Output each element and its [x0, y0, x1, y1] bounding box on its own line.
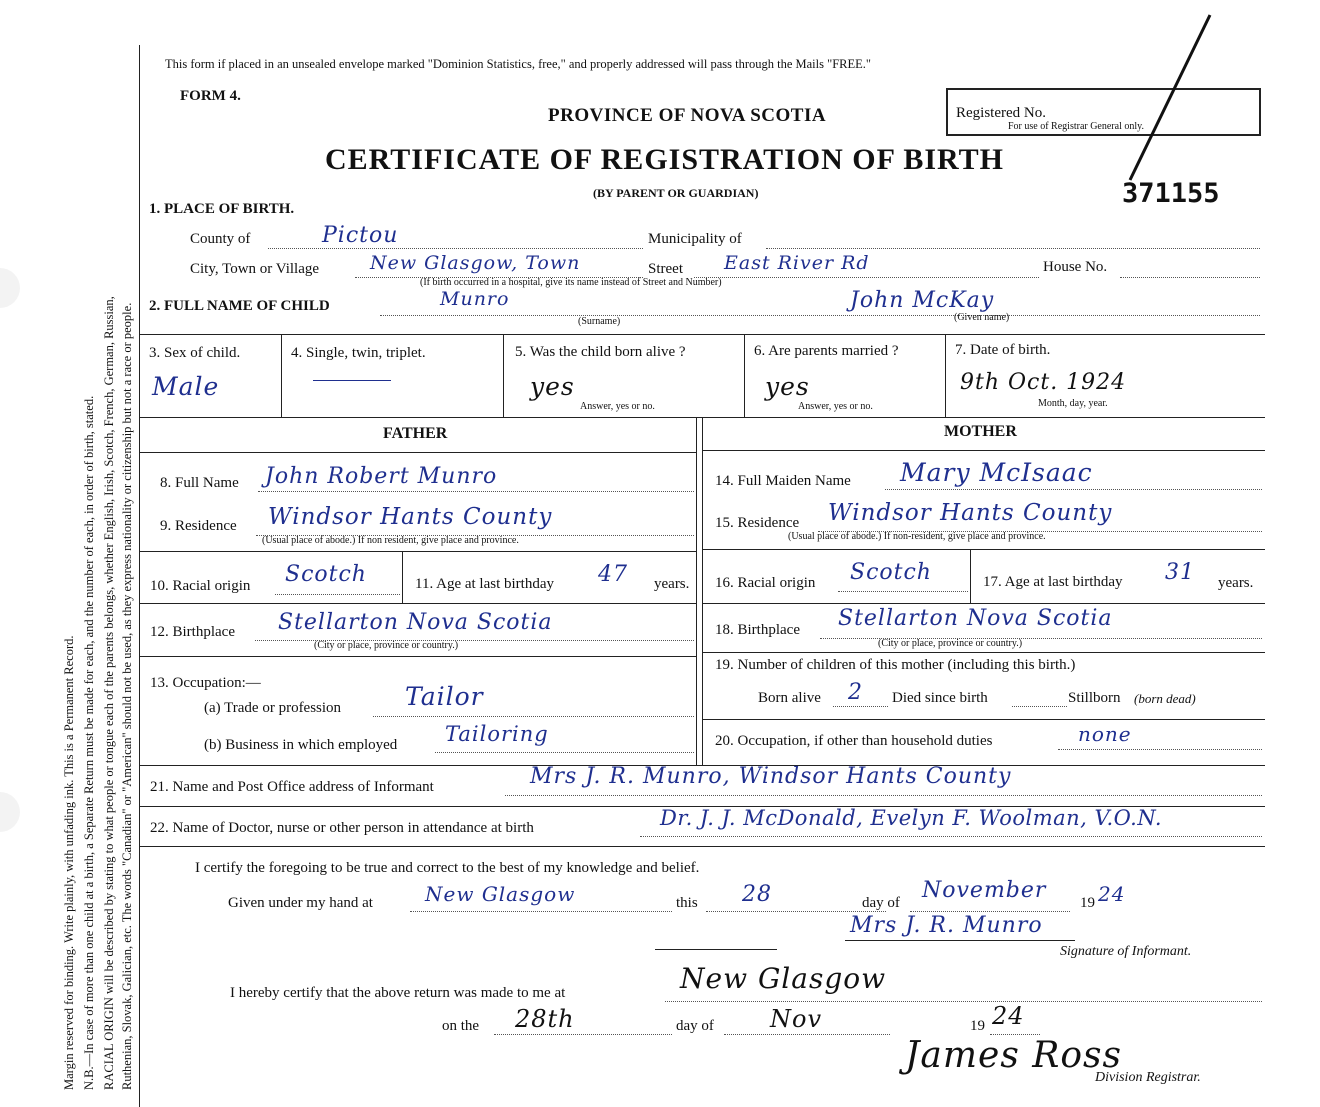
mother-racial-value: Scotch — [850, 560, 932, 585]
born-alive-count-value: 2 — [848, 680, 863, 705]
given-at-label: Given under my hand at — [228, 895, 373, 911]
mother-residence-label: 15. Residence — [715, 515, 800, 531]
father-age-unit: years. — [654, 576, 690, 592]
municipality-label: Municipality of — [648, 231, 742, 247]
child-given-value: John McKay — [850, 288, 995, 313]
father-racial-label: 10. Racial origin — [150, 578, 251, 594]
house-label: House No. — [1043, 259, 1108, 275]
margin-note-1: Margin reserved for binding. Write plainly, with unfading ink. This is a Permanent Record. — [62, 635, 76, 1090]
father-business-line — [435, 752, 694, 753]
rule — [140, 551, 696, 552]
mother-racial-line — [838, 591, 968, 592]
rule — [702, 450, 1265, 451]
street-line — [694, 277, 1039, 278]
father-age-label: 11. Age at last birthday — [415, 576, 554, 592]
mother-name-value: Mary McIsaac — [900, 458, 1093, 487]
died-line — [1012, 706, 1067, 707]
province-heading: PROVINCE OF NOVA SCOTIA — [548, 105, 827, 126]
binding-hole — [0, 268, 20, 308]
pen-slash-mark — [1110, 10, 1220, 190]
died-since-birth-label: Died since birth — [892, 690, 988, 706]
registrar-place-line — [665, 1001, 1262, 1002]
father-heading: FATHER — [383, 425, 448, 442]
sex-value: Male — [152, 372, 220, 401]
father-age-value: 47 — [598, 562, 628, 587]
rule — [744, 334, 745, 417]
stamp-number: 371155 — [1122, 178, 1220, 209]
registrar-signature: James Ross — [905, 1035, 1122, 1076]
father-trade-value: Tailor — [405, 682, 484, 711]
mother-children-label: 19. Number of children of this mother (including this birth.) — [715, 657, 1076, 673]
child-surname-value: Munro — [440, 288, 510, 310]
date-note: Month, day, year. — [1038, 398, 1108, 409]
registrar-signature-label: Division Registrar. — [1095, 1070, 1201, 1085]
registrar-statement: I hereby certify that the above return was made to me at — [230, 985, 566, 1001]
father-racial-line — [275, 594, 400, 595]
registrar-day-of-label: day of — [676, 1018, 714, 1034]
given-note: (Given name) — [954, 312, 1010, 323]
certify-day-value: 28 — [742, 882, 772, 907]
father-birthplace-value: Stellarton Nova Scotia — [278, 610, 553, 635]
form-number: FORM 4. — [180, 88, 241, 104]
mother-racial-label: 16. Racial origin — [715, 575, 816, 591]
margin-note-4: Ruthenian, Slovak, Galician, etc. The words "Canadian" or "American" should not be used, as they express nationality or citizenship but not a race or people. — [120, 302, 134, 1090]
place-heading: 1. PLACE OF BIRTH. — [149, 201, 295, 217]
stillborn-label: Stillborn — [1068, 690, 1121, 706]
married-label: 6. Are parents married ? — [754, 343, 899, 359]
born-alive-count-label: Born alive — [758, 690, 821, 706]
margin-note-2: N.B.—In case of more than one child at a birth, a Separate Return must be made for each, and the number of each, in order of birth, stated. — [82, 395, 96, 1090]
father-birthplace-label: 12. Birthplace — [150, 624, 235, 640]
rule — [702, 549, 1265, 550]
stillborn-note: (born dead) — [1134, 691, 1196, 706]
registrar-year-prefix: 19 — [970, 1018, 985, 1034]
rule — [945, 334, 946, 417]
on-the-line — [494, 1034, 672, 1035]
sex-label: 3. Sex of child. — [149, 345, 241, 361]
mother-heading: MOTHER — [944, 423, 1017, 440]
mother-birthplace-value: Stellarton Nova Scotia — [838, 606, 1113, 631]
registrar-year-value: 24 — [992, 1002, 1025, 1030]
rule — [702, 417, 703, 765]
date-value: 9th Oct. 1924 — [960, 370, 1127, 395]
municipality-line — [766, 248, 1260, 249]
mother-residence-note: (Usual place of abode.) If non-resident, give place and province. — [788, 531, 1046, 542]
rule — [281, 334, 282, 417]
registrar-day-value: 28th — [515, 1005, 575, 1033]
city-label: City, Town or Village — [190, 261, 320, 277]
date-label: 7. Date of birth. — [955, 342, 1051, 358]
born-alive-label: 5. Was the child born alive ? — [515, 344, 686, 360]
rule — [140, 603, 696, 604]
mother-name-line — [885, 489, 1262, 490]
registrar-month-value: Nov — [770, 1005, 823, 1033]
rule — [140, 334, 1265, 335]
mail-notice: This form if placed in an unsealed envelope marked "Dominion Statistics, free," and properly addressed will pass through the Mails "FREE." — [165, 57, 872, 71]
on-the-label: on the — [442, 1018, 480, 1034]
mother-age-label: 17. Age at last birthday — [983, 574, 1123, 590]
certificate-subtitle: (BY PARENT OR GUARDIAN) — [593, 186, 759, 200]
margin-note-3: RACIAL ORIGIN will be described by stating to what people or tongue each of the parents belongs, whether English, Irish, Scotch, French, German, Russian, — [102, 296, 116, 1090]
street-value: East River Rd — [724, 252, 870, 274]
plurality-label: 4. Single, twin, triplet. — [291, 345, 426, 361]
signature-line — [845, 940, 1075, 941]
registered-label: Registered No. — [956, 105, 1046, 121]
father-racial-value: Scotch — [285, 562, 367, 587]
born-alive-value: yes — [530, 372, 575, 401]
born-alive-note: Answer, yes or no. — [580, 401, 655, 412]
plurality-dash — [313, 380, 391, 381]
registrar-place-value: New Glasgow — [680, 962, 887, 995]
father-trade-line — [373, 716, 694, 717]
mother-occupation-label: 20. Occupation, if other than household duties — [715, 733, 993, 749]
this-day-line — [706, 911, 886, 912]
doctor-value: Dr. J. J. McDonald, Evelyn F. Woolman, V.O.N. — [660, 806, 1163, 830]
certify-month-line — [910, 911, 1070, 912]
rule — [140, 846, 1265, 847]
mother-birthplace-note: (City or place, province or country.) — [878, 638, 1023, 649]
separator-line — [655, 949, 777, 950]
mother-birthplace-label: 18. Birthplace — [715, 622, 800, 638]
certify-statement: I certify the foregoing to be true and correct to the best of my knowledge and belief. — [195, 860, 700, 876]
informant-signature-label: Signature of Informant. — [1060, 944, 1192, 959]
married-value: yes — [765, 372, 810, 401]
born-alive-line — [833, 706, 888, 707]
informant-label: 21. Name and Post Office address of Informant — [150, 779, 434, 795]
informant-line — [505, 795, 1262, 796]
father-residence-value: Windsor Hants County — [268, 504, 553, 530]
father-residence-note: (Usual place of abode.) If non resident, give place and province. — [262, 535, 519, 546]
street-label: Street — [648, 261, 683, 277]
given-at-line — [410, 911, 672, 912]
mother-age-unit: years. — [1218, 575, 1254, 591]
mother-residence-value: Windsor Hants County — [828, 500, 1113, 526]
father-birthplace-note: (City or place, province or country.) — [314, 640, 459, 651]
county-label: County of — [190, 231, 251, 247]
rule — [702, 603, 1265, 604]
this-label: this — [676, 895, 698, 911]
father-trade-label: (a) Trade or profession — [204, 700, 342, 716]
father-name-line — [258, 491, 694, 492]
father-residence-label: 9. Residence — [160, 518, 237, 534]
county-line — [268, 248, 643, 249]
mother-occupation-value: none — [1078, 722, 1132, 746]
father-business-label: (b) Business in which employed — [204, 737, 398, 753]
certify-year-value: 24 — [1098, 882, 1126, 906]
rule — [970, 549, 971, 603]
rule — [503, 334, 504, 417]
rule — [702, 719, 1265, 720]
child-name-line — [380, 315, 1260, 316]
informant-signature: Mrs J. R. Munro — [850, 913, 1043, 938]
father-business-value: Tailoring — [445, 722, 549, 746]
certify-year-prefix: 19 — [1080, 895, 1095, 911]
father-name-value: John Robert Munro — [265, 464, 498, 489]
married-note: Answer, yes or no. — [798, 401, 873, 412]
county-value: Pictou — [322, 223, 399, 248]
father-name-label: 8. Full Name — [160, 475, 239, 491]
surname-note: (Surname) — [578, 316, 621, 327]
registrar-month-line — [724, 1034, 890, 1035]
rule — [696, 417, 697, 765]
margin-rule — [139, 45, 140, 1107]
doctor-line — [640, 836, 1262, 837]
city-value: New Glasgow, Town — [370, 252, 581, 274]
certify-month-value: November — [922, 878, 1047, 903]
rule — [702, 652, 1265, 653]
informant-value: Mrs J. R. Munro, Windsor Hants County — [530, 764, 1012, 789]
doctor-label: 22. Name of Doctor, nurse or other person in attendance at birth — [150, 820, 534, 836]
mother-occupation-line — [1058, 749, 1262, 750]
rule — [402, 551, 403, 603]
mother-age-value: 31 — [1165, 560, 1195, 585]
certify-day-of-label: day of — [862, 895, 900, 911]
registered-note: For use of Registrar General only. — [1008, 121, 1144, 132]
house-line — [1120, 277, 1260, 278]
given-at-value: New Glasgow — [425, 882, 576, 906]
father-occupation-label: 13. Occupation:— — [150, 675, 261, 691]
hospital-note: (If birth occurred in a hospital, give its name instead of Street and Number) — [420, 277, 722, 288]
mother-name-label: 14. Full Maiden Name — [715, 473, 851, 489]
rule — [140, 656, 696, 657]
binding-hole — [0, 792, 20, 832]
certificate-title: CERTIFICATE OF REGISTRATION OF BIRTH — [325, 143, 1004, 176]
rule — [140, 452, 696, 453]
child-name-label: 2. FULL NAME OF CHILD — [149, 298, 330, 314]
